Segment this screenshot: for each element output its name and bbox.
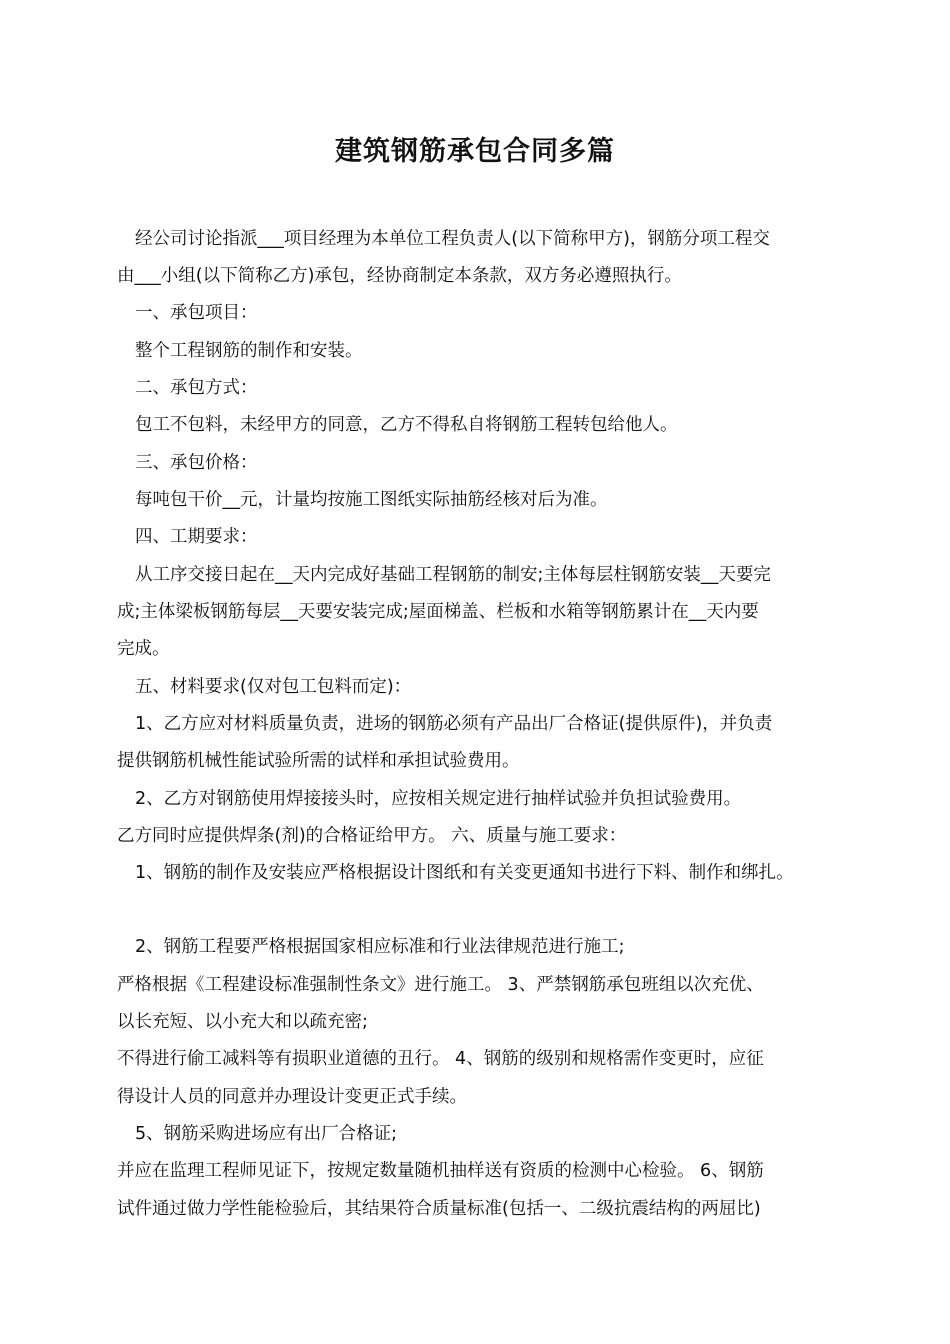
paragraph-line: 包工不包料，未经甲方的同意，乙方不得私自将钢筋工程转包给他人。 — [135, 415, 678, 435]
paragraph-line: 并应在监理工程师见证下，按规定数量随机抽样送有资质的检测中心检验。 6、钢筋 — [117, 1161, 764, 1181]
paragraph-line: 2、乙方对钢筋使用焊接接头时，应按相关规定进行抽样试验并负担试验费用。 — [135, 789, 742, 809]
paragraph-line: 由___小组(以下简称乙方)承包，经协商制定本条款，双方务必遵照执行。 — [117, 266, 682, 286]
paragraph-line: 得设计人员的同意并办理设计变更正式手续。 — [117, 1087, 467, 1107]
paragraph-line: 成;主体梁板钢筋每层__天要安装完成;屋面梯盖、栏板和水箱等钢筋累计在__天内要 — [117, 602, 759, 622]
paragraph-line: 以长充短、以小充大和以疏充密; — [117, 1012, 368, 1032]
paragraph-line: 严格根据《工程建设标准强制性条文》进行施工。 3、严禁钢筋承包班组以次充优、 — [117, 975, 764, 995]
document-title: 建筑钢筋承包合同多篇 — [335, 136, 615, 167]
paragraph-line: 不得进行偷工减料等有损职业道德的丑行。 4、钢筋的级别和规格需作变更时，应征 — [117, 1049, 764, 1069]
paragraph-line: 5、钢筋采购进场应有出厂合格证; — [135, 1124, 398, 1144]
paragraph-line: 每吨包干价__元，计量均按施工图纸实际抽筋经核对后为准。 — [135, 490, 608, 510]
paragraph-line: 从工序交接日起在__天内完成好基础工程钢筋的制安;主体每层柱钢筋安装__天要完 — [135, 565, 771, 585]
section-heading: 四、工期要求： — [135, 527, 258, 547]
paragraph-line: 试件通过做力学性能检验后，其结果符合质量标准(包括一、二级抗震结构的两屈比) — [117, 1199, 761, 1219]
paragraph-line: 整个工程钢筋的制作和安装。 — [135, 341, 363, 361]
section-heading: 二、承包方式： — [135, 378, 258, 398]
paragraph-line: 1、钢筋的制作及安装应严格根据设计图纸和有关变更通知书进行下料、制作和绑扎。 — [135, 863, 794, 883]
paragraph-line: 2、钢筋工程要严格根据国家相应标准和行业法律规范进行施工; — [135, 937, 625, 957]
section-heading: 三、承包价格： — [135, 453, 258, 473]
paragraph-line: 经公司讨论指派___项目经理为本单位工程负责人(以下简称甲方)，钢筋分项工程交 — [135, 229, 770, 249]
section-heading: 一、承包项目： — [135, 303, 258, 323]
paragraph-line: 提供钢筋机械性能试验所需的试样和承担试验费用。 — [117, 751, 520, 771]
section-heading: 五、材料要求(仅对包工包料而定)： — [135, 677, 412, 697]
paragraph-line: 1、乙方应对材料质量负责，进场的钢筋必须有产品出厂合格证(提供原件)，并负责 — [135, 714, 773, 734]
paragraph-line: 乙方同时应提供焊条(剂)的合格证给甲方。 六、质量与施工要求： — [117, 826, 627, 846]
paragraph-line: 完成。 — [117, 639, 170, 659]
